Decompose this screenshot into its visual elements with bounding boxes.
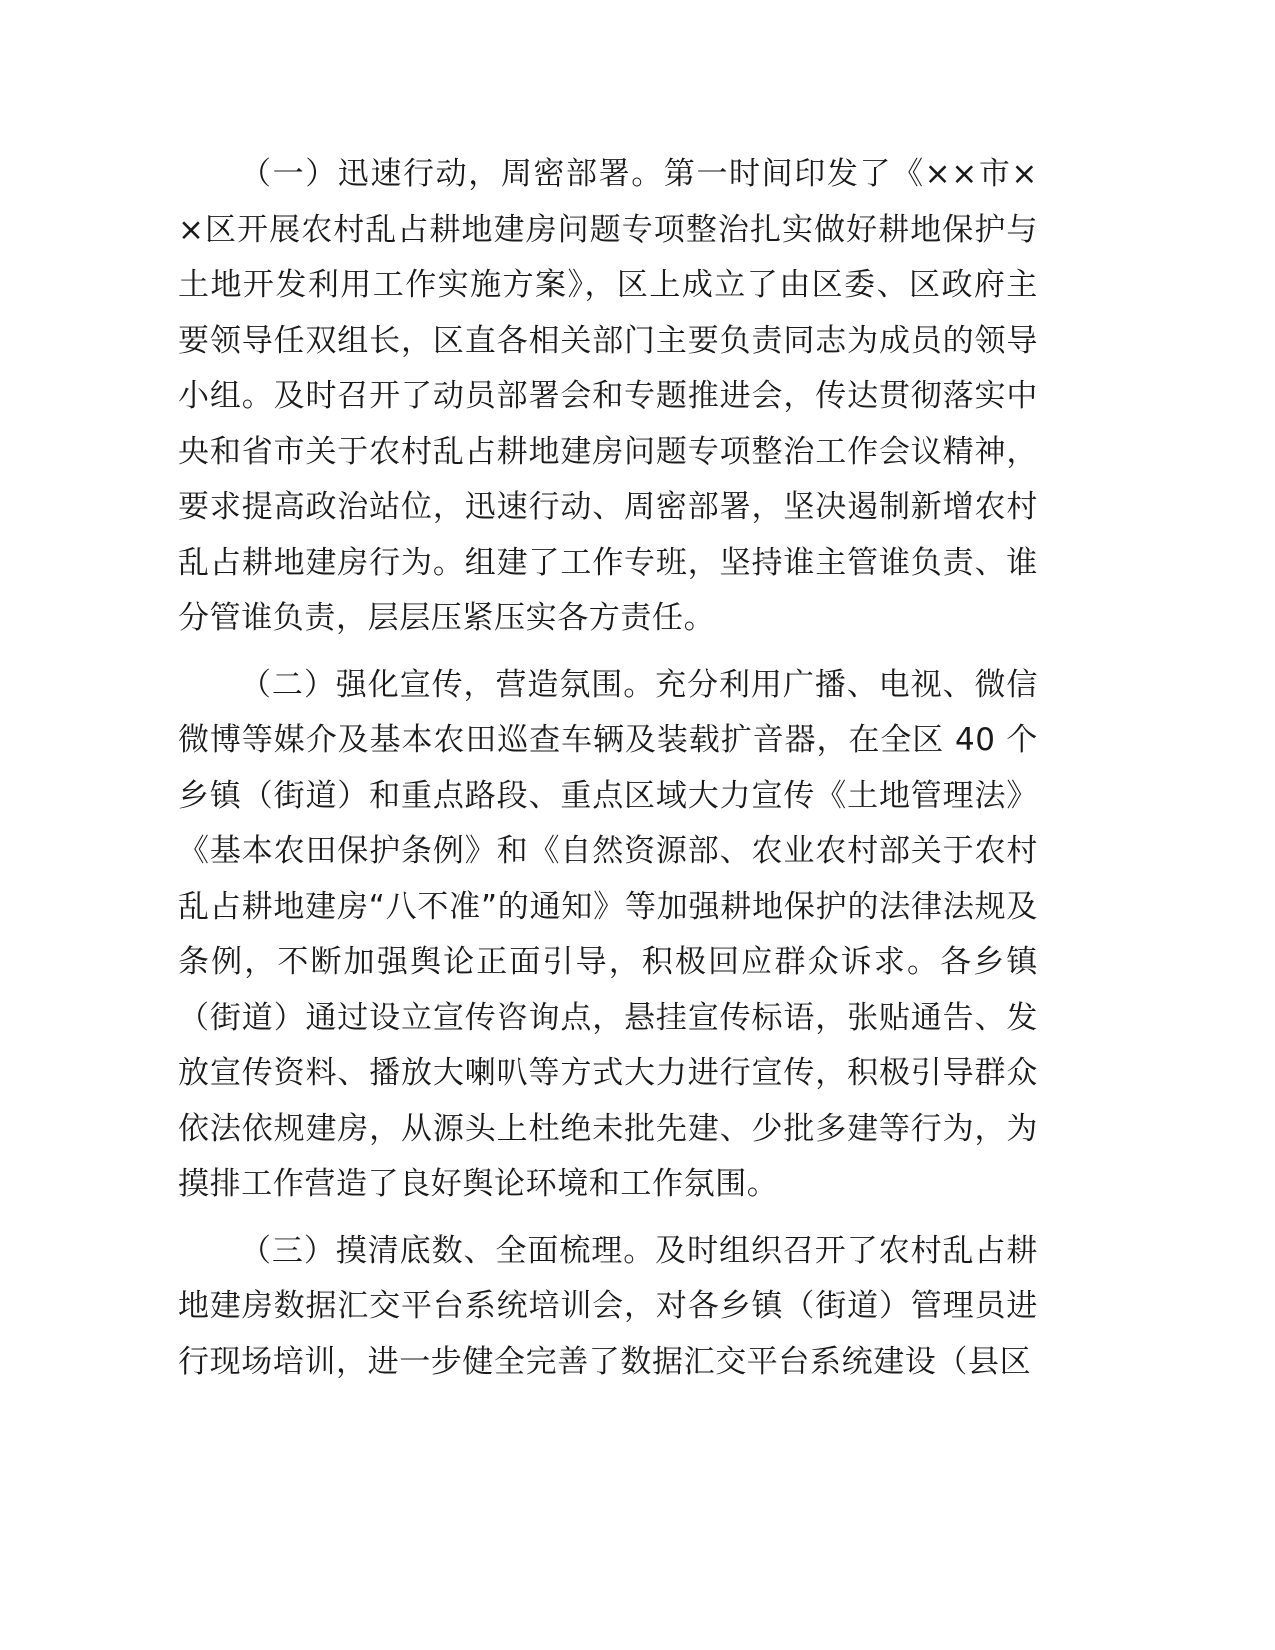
paragraph-3: （三）摸清底数、全面梳理。及时组织召开了农村乱占耕地建房数据汇交平台系统培训会，对各乡镇（街道）管理员进行现场培训，进一步健全完善了数据汇交平台系统建设（县区 (178, 1232, 1038, 1380)
paragraph-2: （二）强化宣传，营造氛围。充分利用广播、电视、微信微博等媒介及基本农田巡查车辆及装载扩音器，在全区 40 个乡镇（街道）和重点路段、重点区域大力宣传《土地管理法》《基本农田保护条例》和《自然资源部、农业农村部关于农村乱占耕地建房“八不准”的通知》等加强耕地保护的法律法规及条例，不断加强舆论正面引导，积极回应群众诉求。各乡镇（街道）通过设立宣传咨询点，悬挂宣传标语，张贴通告、发放宣传资料、播放大喇叭等方式大力进行宣传，积极引导群众依法依规建房，从源头上杜绝未批先建、少批多建等行为，为摸排工作营造了良好舆论环境和工作氛围。 (178, 666, 1038, 1202)
paragraph-1: （一）迅速行动，周密部署。第一时间印发了《××市××区开展农村乱占耕地建房问题专项整治扎实做好耕地保护与土地开发利用工作实施方案》，区上成立了由区委、区政府主要领导任双组长，区直各相关部门主要负责同志为成员的领导小组。及时召开了动员部署会和专题推进会，传达贯彻落实中央和省市关于农村乱占耕地建房问题专项整治工作会议精神，要求提高政治站位，迅速行动、周密部署，坚决遏制新增农村乱占耕地建房行为。组建了工作专班，坚持谁主管谁负责、谁分管谁负责，层层压紧压实各方责任。 (178, 156, 1038, 636)
document-page (178, 147, 1038, 1401)
